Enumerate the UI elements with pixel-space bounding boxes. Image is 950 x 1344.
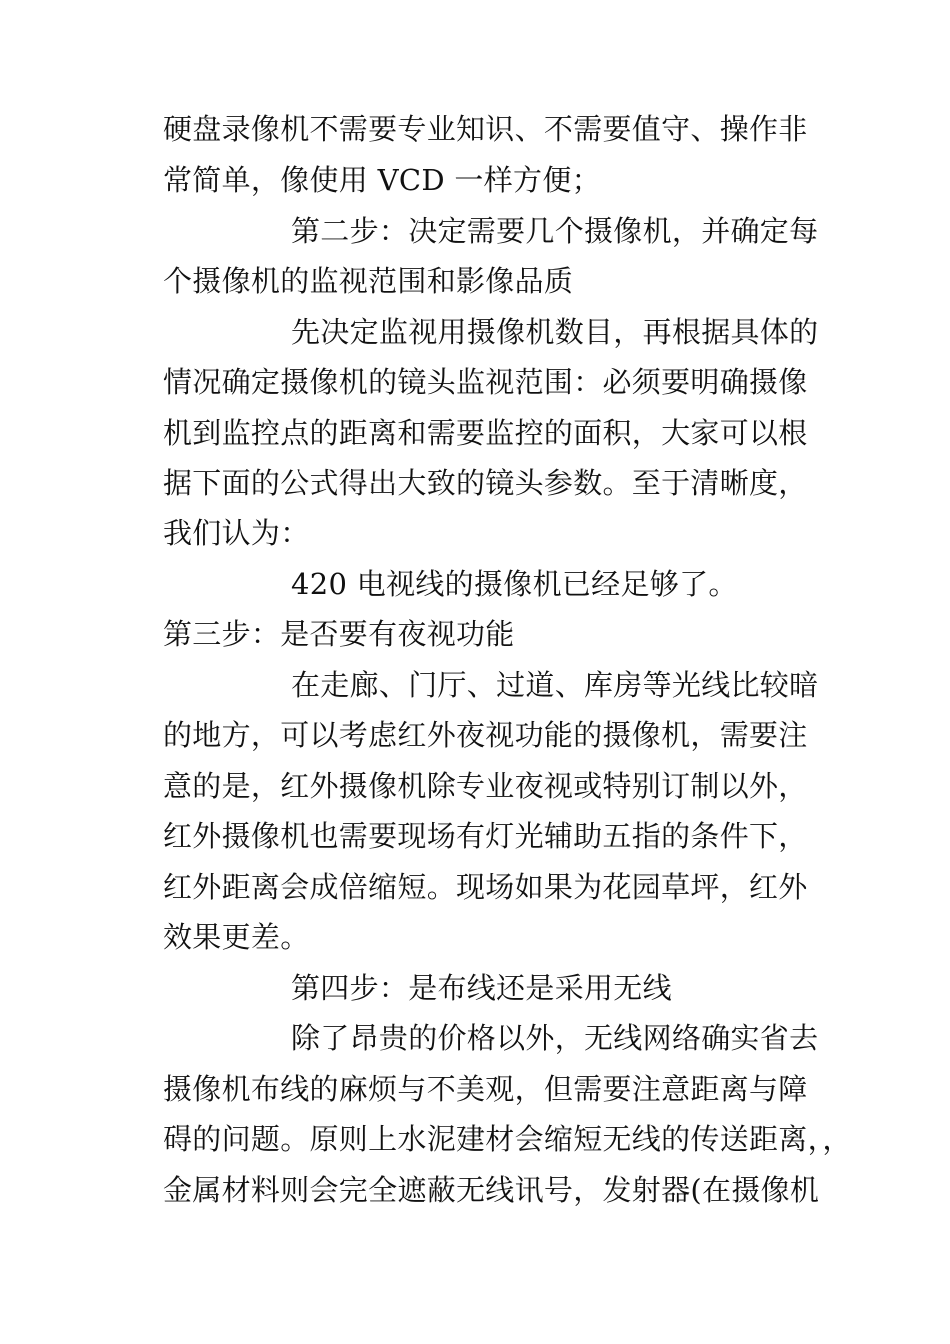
text-line: 420 电视线的摄像机已经足够了。 <box>291 567 738 601</box>
text-line: 个摄像机的监视范围和影像品质 <box>163 264 574 298</box>
text-line: 摄像机布线的麻烦与不美观，但需要注意距离与障 <box>163 1072 808 1106</box>
text-line: 碍的问题。原则上水泥建材会缩短无线的传送距离，， <box>163 1122 852 1156</box>
text-line: 机到监控点的距离和需要监控的面积，大家可以根 <box>163 416 808 450</box>
text-line: 效果更差。 <box>163 920 310 954</box>
text-line: 金属材料则会完全遮蔽无线讯号，发射器(在摄像机 <box>163 1173 820 1207</box>
paragraph-start: 在走廊、门厅、过道、库房等光线比较暗 <box>291 668 819 702</box>
step-4-heading: 第四步：是布线还是采用无线 <box>291 971 672 1005</box>
text-line: 意的是，红外摄像机除专业夜视或特别订制以外， <box>163 769 808 803</box>
text-line: 的地方，可以考虑红外夜视功能的摄像机，需要注 <box>163 718 808 752</box>
paragraph-start: 先决定监视用摄像机数目，再根据具体的 <box>291 315 819 349</box>
text-line: 红外距离会成倍缩短。现场如果为花园草坪，红外 <box>163 870 808 904</box>
text-line: 情况确定摄像机的镜头监视范围：必须要明确摄像 <box>163 365 808 399</box>
text-line: 据下面的公式得出大致的镜头参数。至于清晰度， <box>163 466 808 500</box>
text-line: 我们认为： <box>163 516 310 550</box>
paragraph-start: 除了昂贵的价格以外，无线网络确实省去 <box>291 1021 819 1055</box>
step-2-heading: 第二步：决定需要几个摄像机，并确定每 <box>291 214 819 248</box>
text-line: 常简单，像使用 VCD 一样方便； <box>163 163 601 197</box>
text-line: 红外摄像机也需要现场有灯光辅助五指的条件下， <box>163 819 808 853</box>
step-3-heading: 第三步：是否要有夜视功能 <box>163 617 515 651</box>
text-line: 硬盘录像机不需要专业知识、不需要值守、操作非 <box>163 112 808 146</box>
